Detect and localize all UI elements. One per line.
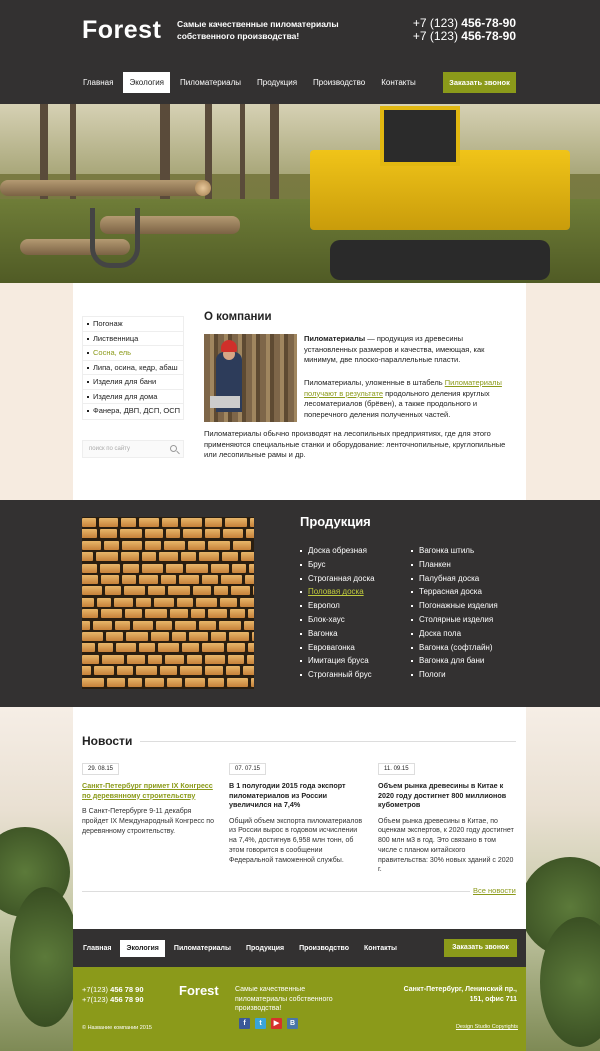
plank: [136, 598, 151, 607]
social-links: [239, 1018, 303, 1029]
vk-icon[interactable]: В: [287, 1018, 298, 1029]
plank: [199, 552, 219, 561]
product-link[interactable]: Доска пола: [411, 627, 498, 641]
plank: [160, 666, 177, 675]
plank: [245, 575, 254, 584]
sidebar-item[interactable]: Погонаж: [83, 317, 183, 332]
plank: [175, 621, 196, 630]
footer-nav-products[interactable]: Продукция: [245, 945, 285, 952]
plank: [127, 655, 145, 664]
news-date: 07. 07.15: [229, 763, 266, 775]
plank: [100, 564, 120, 573]
nav-ecology[interactable]: Экология: [123, 72, 170, 93]
plank: [82, 598, 94, 607]
plank: [248, 643, 254, 652]
product-link[interactable]: Столярные изделия: [411, 613, 498, 627]
plank: [126, 632, 148, 641]
header-phones: [413, 17, 516, 43]
plank: [208, 678, 224, 687]
plank: [121, 518, 136, 527]
plank: [167, 678, 182, 687]
phone-2[interactable]: +7 (123) 456-78-90: [412, 29, 516, 43]
plank: [98, 643, 113, 652]
news-item: [229, 763, 366, 865]
plank: [124, 586, 145, 595]
youtube-icon[interactable]: ▶: [271, 1018, 282, 1029]
plank: [211, 632, 226, 641]
news-date: 29. 08.15: [82, 763, 119, 775]
plank: [252, 632, 254, 641]
plank: [82, 621, 90, 630]
plank: [82, 666, 91, 675]
footer-request-call-button[interactable]: Заказать звонок: [444, 939, 517, 957]
footer-phones: [82, 985, 144, 1005]
about-paragraph-2: Пиломатериалы, уложенные в штабель Пиломатериалы получают в результате продольного деления круглых лесоматериалов (брёвен), а также продольного и поперечного деления полученных частей.: [304, 378, 502, 419]
plank: [180, 666, 202, 675]
studio-link[interactable]: Design Studio Copyrights: [455, 1024, 518, 1030]
plank: [120, 529, 142, 538]
plank: [244, 621, 254, 630]
header-tagline: Самые качественные пиломатериалы собственного производства!: [177, 19, 339, 41]
footer-nav-home[interactable]: Главная: [83, 945, 112, 952]
product-link[interactable]: Палубная доска: [411, 572, 498, 586]
plank: [214, 586, 228, 595]
nav-lumber[interactable]: Пиломатериалы: [180, 78, 242, 87]
news-headline-link[interactable]: Санкт-Петербург примет IX Конгресс по деревянному строительству: [82, 781, 213, 800]
plank: [205, 655, 225, 664]
plank: [227, 678, 248, 687]
plank: [99, 518, 118, 527]
plank: [82, 643, 95, 652]
plank: [82, 552, 93, 561]
plank: [205, 518, 222, 527]
products-title: Продукция: [300, 514, 371, 529]
plank: [123, 564, 139, 573]
plank: [229, 632, 249, 641]
plank: [82, 575, 98, 584]
nav-production[interactable]: Производство: [313, 78, 366, 87]
product-link[interactable]: Строганный брус: [300, 668, 375, 682]
request-call-button[interactable]: Заказать звонок: [443, 72, 516, 93]
footer-nav: [77, 940, 406, 957]
facebook-icon[interactable]: f: [239, 1018, 250, 1029]
grapple-arm: [90, 208, 140, 268]
plank: [133, 621, 153, 630]
plank: [222, 552, 238, 561]
plank: [139, 518, 159, 527]
plank: [116, 643, 136, 652]
plank: [82, 518, 96, 527]
product-link[interactable]: Брус: [300, 558, 375, 572]
product-link[interactable]: Пологи: [411, 668, 498, 682]
plank: [179, 575, 199, 584]
plank: [94, 666, 114, 675]
plank: [220, 598, 237, 607]
product-link[interactable]: Имитация бруса: [300, 654, 375, 668]
plank: [248, 609, 254, 618]
plank: [142, 564, 163, 573]
plank: [165, 655, 184, 664]
news-text: Общий объем экспорта пиломатериалов из России вырос в годовом исчислении на 7,4%, достигнув 6,958 млн тонн, об этом говорится в сообщении Федеральной таможенной службы.: [229, 817, 363, 864]
footer-phone-2[interactable]: +7(123) 456 78 90: [82, 995, 144, 1004]
plank: [93, 621, 112, 630]
plank: [122, 575, 136, 584]
plank: [125, 609, 142, 618]
plank: [205, 666, 223, 675]
plank: [107, 678, 125, 687]
product-link[interactable]: Вагонка штиль: [411, 544, 498, 558]
plank: [202, 643, 224, 652]
plank: [240, 598, 254, 607]
products-list-2: [411, 544, 498, 682]
plank: [106, 632, 123, 641]
plank: [181, 552, 196, 561]
product-link[interactable]: Евровагонка: [300, 641, 375, 655]
product-link[interactable]: Строганная доска: [300, 572, 375, 586]
plank: [136, 666, 157, 675]
plank: [232, 564, 246, 573]
plank: [154, 598, 174, 607]
plank: [202, 575, 218, 584]
plank: [243, 666, 254, 675]
news-headline-link[interactable]: В 1 полугодии 2015 года экспорт пиломатериалов из России увеличился на 7,4%: [229, 781, 346, 809]
news-headline-link[interactable]: Объем рынка древесины в Китае к 2020 году достигнет 800 миллионов кубометров: [378, 781, 507, 809]
search-input[interactable]: [82, 440, 184, 458]
plank: [148, 655, 162, 664]
plank: [97, 598, 111, 607]
plank: [253, 586, 254, 595]
plank: [223, 529, 243, 538]
footer-phone-1[interactable]: +7(123) 456 78 90: [82, 985, 144, 994]
sidebar-item[interactable]: Изделия для дома: [83, 390, 183, 405]
plank: [159, 552, 178, 561]
plank: [164, 541, 185, 550]
plank: [231, 586, 250, 595]
plank: [122, 541, 142, 550]
footer-tagline: Самые качественные пиломатериалы собственного производства!: [235, 986, 333, 1012]
plank: [172, 632, 186, 641]
plank: [82, 678, 104, 687]
plank: [151, 632, 169, 641]
all-news-link[interactable]: Все новости: [473, 886, 516, 895]
plank: [139, 643, 155, 652]
plank: [82, 529, 97, 538]
news-text: В Санкт-Петербурге 9-11 декабря пройдет IX Международный Конгресс по деревянному строительству.: [82, 808, 214, 835]
category-sidebar: [82, 316, 184, 420]
phone-1[interactable]: +7 (123) 456-78-90: [412, 16, 516, 30]
plank: [82, 655, 99, 664]
product-link[interactable]: Вагонка (софтлайн): [411, 641, 498, 655]
plank: [181, 518, 202, 527]
plank: [168, 586, 190, 595]
plank: [185, 678, 205, 687]
product-link-active[interactable]: Половая доска: [300, 585, 375, 599]
plank: [82, 609, 98, 618]
about-title: О компании: [204, 311, 272, 323]
plank: [233, 541, 251, 550]
about-paragraph-3: Пиломатериалы обычно производят на лесопильных предприятиях, где для этого применяются специальные станки и оборудование: ленточнопильные, круглопильные или лесопильные рамы и др.: [204, 429, 506, 459]
plank: [139, 575, 158, 584]
copyright: © Название компании 2015: [82, 1025, 152, 1031]
news-date: 11. 09.15: [378, 763, 415, 775]
plank: [162, 518, 178, 527]
plank: [82, 586, 102, 595]
plank: [114, 598, 133, 607]
plank: [226, 666, 240, 675]
plank: [82, 632, 103, 641]
plank: [211, 564, 229, 573]
plank: [230, 609, 245, 618]
plank: [148, 586, 165, 595]
product-link[interactable]: Доска обрезная: [300, 544, 375, 558]
divider: [82, 891, 470, 892]
plank: [100, 529, 117, 538]
plank: [166, 564, 183, 573]
plank: [196, 598, 217, 607]
divider: [140, 741, 516, 742]
footer-address: Санкт-Петербург, Ленинский пр., 151, офис 711: [403, 986, 517, 1003]
about-inline-link[interactable]: Пиломатериалы получают в результате: [304, 378, 502, 398]
plank: [191, 609, 205, 618]
plank: [188, 541, 205, 550]
plank: [121, 552, 139, 561]
plank: [156, 621, 172, 630]
search-icon[interactable]: [170, 445, 177, 452]
plank: [166, 529, 180, 538]
sidebar-item[interactable]: Изделия для бани: [83, 375, 183, 390]
plank: [102, 655, 124, 664]
footer-nav-contacts[interactable]: Контакты: [364, 945, 398, 952]
plank: [183, 529, 202, 538]
plank: [115, 621, 130, 630]
plank: [208, 609, 227, 618]
plank: [189, 632, 208, 641]
plank: [117, 666, 133, 675]
product-link[interactable]: Вагонка: [300, 627, 375, 641]
plank: [186, 564, 208, 573]
plank: [247, 655, 254, 664]
product-link[interactable]: Погонажные изделия: [411, 599, 498, 613]
plank: [104, 541, 119, 550]
plank: [250, 518, 254, 527]
plank: [199, 621, 216, 630]
plank: [208, 541, 230, 550]
nav-products[interactable]: Продукция: [257, 78, 298, 87]
plank: [145, 541, 161, 550]
plank: [82, 541, 101, 550]
sidebar-item[interactable]: Лиственница: [83, 332, 183, 347]
nav-home[interactable]: Главная: [83, 78, 114, 87]
plank: [142, 552, 156, 561]
plank: [105, 586, 121, 595]
news-title: Новости: [82, 734, 133, 748]
sidebar-item[interactable]: Фанера, ДВП, ДСП, ОСП: [83, 404, 183, 419]
logo[interactable]: Forest: [82, 16, 162, 44]
product-link[interactable]: Вагонка для бани: [411, 654, 498, 668]
product-link[interactable]: Планкен: [411, 558, 498, 572]
worker-photo: [204, 334, 297, 422]
plank: [128, 678, 142, 687]
plank: [101, 575, 119, 584]
plank: [225, 518, 247, 527]
plank: [219, 621, 241, 630]
news-text: Объем рынка древесины в Китае, по оценкам экспертов, к 2020 году достигнет 800 млн м3 в год. Это связано в том числе с планом китайского правительства: 30% новых зданий с 2020 г.: [378, 817, 514, 874]
footer-nav-ecology[interactable]: Экология: [120, 940, 164, 957]
footer-nav-production[interactable]: Производство: [299, 945, 350, 952]
about-paragraph-1: Пиломатериалы — продукция из древесины установленных размеров и качества, имеющая, как минимум, две плоско-параллельные пласти.: [304, 334, 485, 364]
news-item: [378, 763, 515, 875]
plank: [205, 529, 220, 538]
search-placeholder: поиск по сайту: [89, 446, 130, 452]
plank: [145, 678, 164, 687]
plank: [251, 678, 254, 687]
plank: [246, 529, 254, 538]
plank: [227, 643, 245, 652]
products-list-1: [300, 544, 375, 682]
footer-nav-lumber[interactable]: Пиломатериалы: [173, 945, 231, 952]
main-nav: [77, 72, 426, 93]
plank: [177, 598, 193, 607]
product-link[interactable]: Блок-хаус: [300, 613, 375, 627]
plank: [145, 529, 163, 538]
twitter-icon[interactable]: t: [255, 1018, 266, 1029]
plank: [193, 586, 211, 595]
plank: [161, 575, 176, 584]
sidebar-item-active[interactable]: Сосна, ель: [83, 346, 183, 361]
product-link[interactable]: Европол: [300, 599, 375, 613]
plank: [182, 643, 199, 652]
plank: [241, 552, 254, 561]
sidebar-item[interactable]: Липа, осина, кедр, абаш: [83, 361, 183, 376]
plank: [101, 609, 122, 618]
plank: [158, 643, 179, 652]
plank: [187, 655, 202, 664]
plank: [145, 609, 167, 618]
plank: [249, 564, 254, 573]
plank: [170, 609, 188, 618]
plank: [82, 564, 97, 573]
product-link[interactable]: Террасная доска: [411, 585, 498, 599]
plank: [96, 552, 118, 561]
plank: [228, 655, 244, 664]
footer-logo[interactable]: Forest: [179, 983, 219, 998]
news-item: [82, 763, 219, 836]
lumber-stack-image: [82, 517, 254, 689]
nav-contacts[interactable]: Контакты: [381, 78, 416, 87]
plank: [221, 575, 242, 584]
